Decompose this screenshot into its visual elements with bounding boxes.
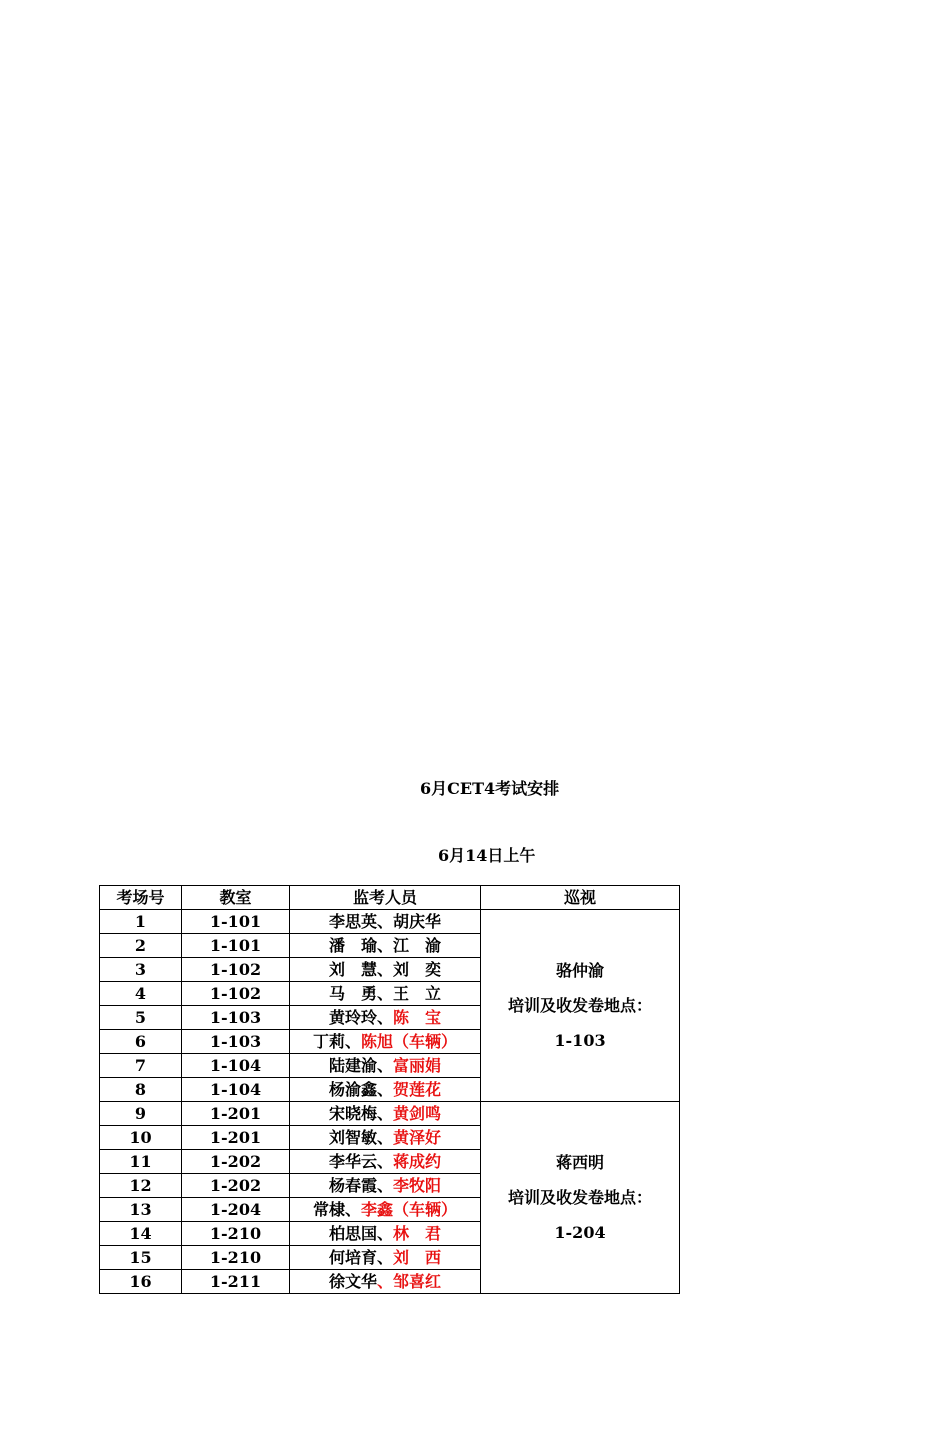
proctor-primary: 杨渝鑫、: [328, 1080, 393, 1099]
room-no-cell: 1: [100, 910, 182, 934]
classroom-cell: 1-201: [182, 1126, 290, 1150]
classroom-cell: 1-210: [182, 1222, 290, 1246]
room-no-cell: 16: [100, 1270, 182, 1294]
proctors-cell: [290, 1126, 481, 1150]
classroom-cell: 1-103: [182, 1030, 290, 1054]
classroom-cell: 1-202: [182, 1174, 290, 1198]
patrol-location-label: 培训及收发卷地点：: [507, 1188, 652, 1207]
page-title: 6月CET4考试安排: [420, 779, 560, 798]
classroom-cell: 1-204: [182, 1198, 290, 1222]
proctor-primary: 常棣、: [312, 1200, 361, 1219]
proctor-primary: 何培育、: [328, 1248, 393, 1267]
patrol-location-label: 培训及收发卷地点：: [507, 996, 652, 1015]
proctor-primary: 徐文华: [328, 1272, 377, 1291]
room-no-cell: 9: [100, 1102, 182, 1126]
proctor-primary: 黄玲玲、: [328, 1008, 393, 1027]
proctors-cell: [290, 1222, 481, 1246]
proctor-primary: 杨春霞、: [328, 1176, 393, 1195]
table-row: [100, 1102, 680, 1126]
proctor-primary: 马 勇、王 立: [328, 984, 441, 1003]
proctor-primary: 李思英、胡庆华: [328, 912, 441, 931]
patrol-cell-group-1: [481, 910, 680, 1102]
patrol-location: 1-204: [554, 1223, 606, 1242]
room-no-cell: 13: [100, 1198, 182, 1222]
proctor-highlighted: 蒋成约: [393, 1152, 442, 1171]
classroom-cell: 1-211: [182, 1270, 290, 1294]
session-date: 6月14日上午: [438, 846, 536, 865]
proctors-cell: [290, 1102, 481, 1126]
proctor-highlighted: 黄泽好: [393, 1128, 442, 1147]
header-patrol: 巡视: [481, 886, 680, 910]
room-no-cell: 7: [100, 1054, 182, 1078]
patrol-inspector: 蒋西明: [555, 1153, 604, 1172]
proctor-primary: 刘 慧、刘 奕: [328, 960, 441, 979]
classroom-cell: 1-104: [182, 1054, 290, 1078]
proctor-highlighted: 李鑫（车辆）: [361, 1200, 458, 1219]
patrol-location: 1-103: [554, 1031, 606, 1050]
proctor-highlighted: 陈 宝: [393, 1008, 442, 1027]
proctors-cell: [290, 1150, 481, 1174]
proctor-primary: 潘 瑜、江 渝: [328, 936, 441, 955]
proctor-highlighted: 、邹喜红: [377, 1272, 442, 1291]
patrol-inspector: 骆仲渝: [555, 961, 604, 980]
room-no-cell: 11: [100, 1150, 182, 1174]
proctor-primary: 李华云、: [328, 1152, 393, 1171]
proctors-cell: [290, 1270, 481, 1294]
proctor-primary: 刘智敏、: [328, 1128, 393, 1147]
proctor-highlighted: 富丽娟: [393, 1056, 442, 1075]
room-no-cell: 6: [100, 1030, 182, 1054]
proctor-primary: 陆建渝、: [328, 1056, 393, 1075]
room-no-cell: 15: [100, 1246, 182, 1270]
proctors-cell: [290, 1246, 481, 1270]
header-room-no: 考场号: [100, 886, 182, 910]
classroom-cell: 1-101: [182, 934, 290, 958]
proctor-primary: 丁莉、: [312, 1032, 361, 1051]
classroom-cell: 1-210: [182, 1246, 290, 1270]
table-row: [100, 910, 680, 934]
proctor-highlighted: 李牧阳: [393, 1176, 442, 1195]
header-classroom: 教室: [182, 886, 290, 910]
proctors-cell: [290, 1030, 481, 1054]
proctor-highlighted: 陈旭（车辆）: [361, 1032, 458, 1051]
classroom-cell: 1-201: [182, 1102, 290, 1126]
room-no-cell: 3: [100, 958, 182, 982]
proctor-primary: 柏思国、: [328, 1224, 393, 1243]
classroom-cell: 1-102: [182, 958, 290, 982]
patrol-cell-group-2: [481, 1102, 680, 1294]
proctor-primary: 宋晓梅、: [328, 1104, 393, 1123]
proctors-cell: [290, 982, 481, 1006]
room-no-cell: 8: [100, 1078, 182, 1102]
classroom-cell: 1-101: [182, 910, 290, 934]
classroom-cell: 1-104: [182, 1078, 290, 1102]
proctors-cell: [290, 910, 481, 934]
room-no-cell: 14: [100, 1222, 182, 1246]
proctor-highlighted: 黄剑鸣: [393, 1104, 442, 1123]
classroom-cell: 1-202: [182, 1150, 290, 1174]
table-header-row: [100, 886, 680, 910]
classroom-cell: 1-103: [182, 1006, 290, 1030]
proctors-cell: [290, 1174, 481, 1198]
classroom-cell: 1-102: [182, 982, 290, 1006]
proctors-cell: [290, 1078, 481, 1102]
room-no-cell: 5: [100, 1006, 182, 1030]
room-no-cell: 10: [100, 1126, 182, 1150]
header-proctors: 监考人员: [290, 886, 481, 910]
proctors-cell: [290, 1006, 481, 1030]
room-no-cell: 2: [100, 934, 182, 958]
room-no-cell: 12: [100, 1174, 182, 1198]
proctor-highlighted: 贺莲花: [393, 1080, 442, 1099]
table-body: [100, 910, 680, 1294]
exam-schedule-table: [99, 885, 680, 1294]
room-no-cell: 4: [100, 982, 182, 1006]
proctors-cell: [290, 1054, 481, 1078]
proctors-cell: [290, 934, 481, 958]
proctor-highlighted: 林 君: [393, 1224, 442, 1243]
proctor-highlighted: 刘 西: [393, 1248, 442, 1267]
proctors-cell: [290, 958, 481, 982]
proctors-cell: [290, 1198, 481, 1222]
